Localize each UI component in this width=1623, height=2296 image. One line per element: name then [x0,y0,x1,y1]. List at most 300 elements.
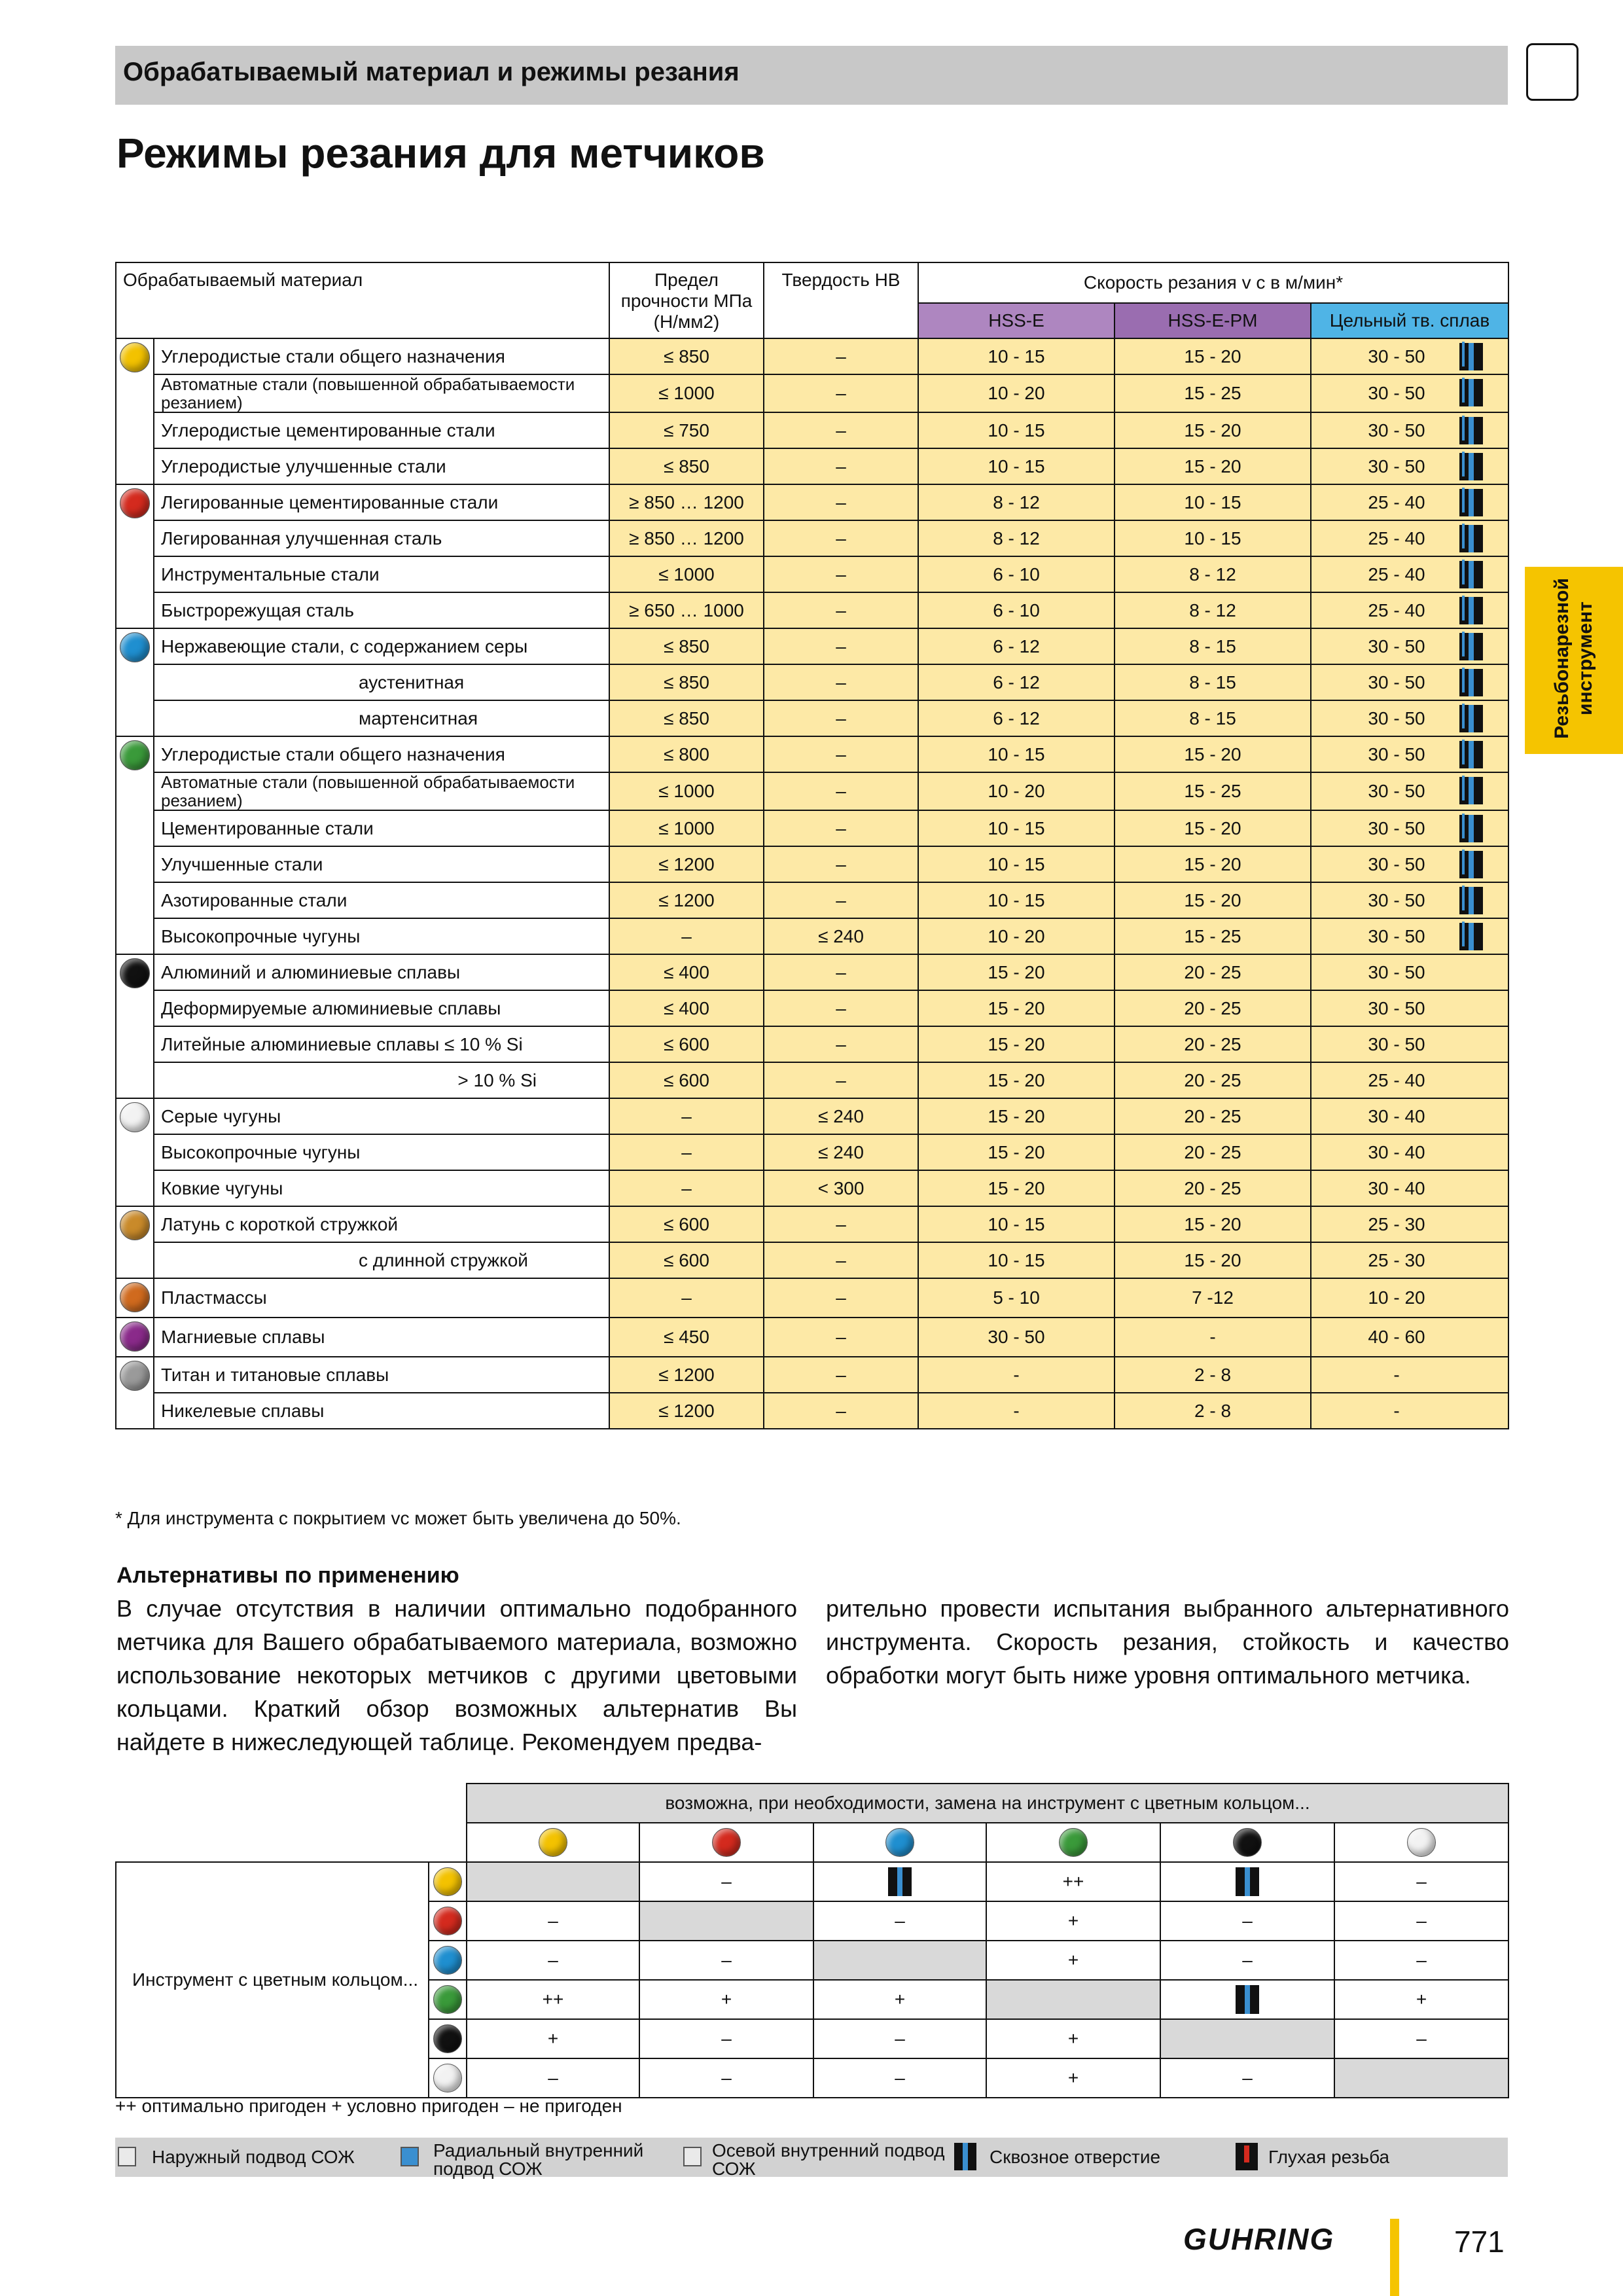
material-name: Высокопрочные чугуны [154,918,609,954]
carbide-speed: 25 - 30 [1368,1249,1425,1270]
hardness-cell: – [764,1393,918,1429]
strength-cell: ≤ 600 [609,1242,764,1278]
suitability-cell: – [639,2019,813,2058]
alt-table-header: возможна, при необходимости, замена на инструмент с цветным кольцом... [467,1784,1508,1823]
hssepm-speed: 10 - 15 [1115,484,1311,520]
carbide-speed: 30 - 50 [1368,456,1425,476]
table-row [116,990,1508,1026]
alt-row-label: Инструмент с цветным кольцом... [116,1862,429,2098]
material-name: Серые чугуны [154,1098,609,1134]
carbide-speed: - [1393,1364,1400,1385]
header-hardness: Твердость НВ [764,262,918,338]
strength-cell: ≤ 400 [609,954,764,990]
color-ring-indicator [116,1098,154,1206]
same-ring-cell [1334,2058,1508,2098]
hardness-cell: – [764,520,918,556]
hssepm-speed: 8 - 15 [1115,700,1311,736]
same-ring-cell [986,1980,1160,2019]
hssepm-speed: 15 - 20 [1115,736,1311,772]
suitability-cell: + [986,1941,1160,1980]
hsse-speed: - [918,1393,1115,1429]
hsse-speed: 6 - 12 [918,628,1115,664]
hsse-speed: 10 - 15 [918,810,1115,846]
hardness-cell: – [764,374,918,412]
section-title: Обрабатываемый материал и режимы резания [123,58,740,86]
hssepm-speed: 15 - 20 [1115,882,1311,918]
external-coolant-icon [118,2147,136,2166]
hardness-cell: – [764,338,918,374]
page-number: 771 [1454,2225,1505,2259]
same-ring-cell [813,1941,986,1980]
through-hole-icon [1459,489,1483,516]
hssepm-speed: - [1115,1318,1311,1357]
table-row [116,1134,1508,1170]
table-row [116,700,1508,736]
hssepm-speed: 15 - 25 [1115,918,1311,954]
hsse-speed: 10 - 15 [918,736,1115,772]
material-name: Углеродистые стали общего назначения [154,338,609,374]
alternatives-paragraph-2: рительно провести испытания выбранного альтернативного инструмента. Скорость резания, стойкость и качество обработки могут быть ниже уровня оптимального метчика. [826,1595,1509,1689]
color-ring-icon [1233,1828,1262,1857]
hssepm-speed: 20 - 25 [1115,1170,1311,1206]
color-ring-indicator [116,1206,154,1278]
table-row [116,918,1508,954]
material-name: Латунь с короткой стружкой [154,1206,609,1242]
hardness-cell: – [764,810,918,846]
strength-cell: ≤ 850 [609,338,764,374]
material-name: Пластмассы [154,1278,609,1318]
hardness-cell: – [764,628,918,664]
side-tab-label: Резьбонарезной инструмент [1551,578,1596,739]
suitability-cell: – [1334,2019,1508,2058]
tap-tool-icon [1526,43,1578,101]
alt-table-row [116,1862,1508,1901]
hsse-speed: 6 - 12 [918,664,1115,700]
table-row [116,1242,1508,1278]
suitability-cell: + [986,2058,1160,2098]
material-name: Автоматные стали (повышенной обрабатываемости резанием) [154,772,609,810]
hardness-cell: – [764,990,918,1026]
hsse-speed: 10 - 15 [918,882,1115,918]
suitability-cell: – [639,2058,813,2098]
hardness-cell: – [764,736,918,772]
hsse-speed: 15 - 20 [918,1098,1115,1134]
strength-cell: ≤ 1200 [609,882,764,918]
hssepm-speed: 20 - 25 [1115,1062,1311,1098]
color-ring-indicator [116,1357,154,1429]
hssepm-speed: 15 - 20 [1115,448,1311,484]
hsse-speed: 10 - 20 [918,772,1115,810]
strength-cell: – [609,1098,764,1134]
material-name: Нержавеющие стали, с содержанием серы [154,628,609,664]
carbide-speed: 25 - 30 [1368,1213,1425,1234]
hardness-cell: – [764,1357,918,1393]
material-name: Деформируемые алюминиевые сплавы [154,990,609,1026]
hardness-cell: – [764,954,918,990]
through-hole-icon [1459,669,1483,696]
legend-through: Сквозное отверстие [990,2147,1161,2167]
carbide-speed: 25 - 40 [1368,528,1425,548]
strength-cell: – [609,1278,764,1318]
hsse-speed: 8 - 12 [918,484,1115,520]
carbide-speed: - [1393,1400,1400,1421]
suitability-cell: – [1334,1862,1508,1901]
carbide-speed: 30 - 50 [1368,744,1425,764]
strength-cell: ≤ 600 [609,1062,764,1098]
suitability-cell: – [467,1901,639,1941]
table-row [116,338,1508,374]
strength-cell: ≤ 1000 [609,556,764,592]
hssepm-speed: 20 - 25 [1115,1098,1311,1134]
hsse-speed: 10 - 15 [918,1206,1115,1242]
strength-cell: ≤ 850 [609,628,764,664]
column-color-ring [986,1823,1160,1862]
hardness-cell: – [764,1062,918,1098]
hssepm-speed: 15 - 20 [1115,338,1311,374]
through-hole-icon [1459,741,1483,768]
footnote: * Для инструмента с покрытием vc может быть увеличена до 50%. [115,1508,681,1528]
brand-logo: GUHRING [1183,2222,1335,2256]
table-row [116,736,1508,772]
through-hole-cell [813,1862,986,1901]
hardness-cell: – [764,700,918,736]
carbide-speed: 30 - 50 [1368,346,1425,367]
header-strength: Предел прочности МПа (Н/мм2) [609,262,764,338]
material-name: Цементированные стали [154,810,609,846]
hssepm-speed: 15 - 20 [1115,810,1311,846]
material-name: Легированная улучшенная сталь [154,520,609,556]
suitability-cell: – [467,1941,639,1980]
color-ring-indicator [116,736,154,954]
table-row [116,484,1508,520]
hardness-cell: – [764,1206,918,1242]
material-name: Литейные алюминиевые сплавы ≤ 10 % Si [154,1026,609,1062]
hsse-speed: 15 - 20 [918,1026,1115,1062]
carbide-speed: 30 - 50 [1368,708,1425,728]
material-name: Инструментальные стали [154,556,609,592]
table-row [116,1357,1508,1393]
hardness-cell: – [764,664,918,700]
table-row [116,628,1508,664]
color-ring-icon [1407,1828,1436,1857]
row-color-ring [429,2058,467,2098]
table-row [116,954,1508,990]
through-hole-icon [1459,815,1483,842]
suitability-cell: – [1334,1901,1508,1941]
material-name: > 10 % Si [154,1062,609,1098]
hssepm-speed: 8 - 12 [1115,556,1311,592]
hssepm-speed: 7 -12 [1115,1278,1311,1318]
through-hole-icon [954,2143,976,2170]
cutting-speed-table [115,262,1509,1429]
table-row [116,1170,1508,1206]
suitability-cell: – [639,1862,813,1901]
suitability-cell: + [986,2019,1160,2058]
table-row [116,520,1508,556]
hssepm-speed: 8 - 12 [1115,592,1311,628]
suitability-cell: ++ [467,1980,639,2019]
radial-coolant-icon [401,2147,419,2166]
table-row [116,1206,1508,1242]
axial-coolant-icon [683,2147,702,2166]
table-row [116,448,1508,484]
hsse-speed: 6 - 10 [918,592,1115,628]
table-row [116,772,1508,810]
material-name: Никелевые сплавы [154,1393,609,1429]
through-hole-icon [1459,887,1483,914]
hardness-cell: – [764,882,918,918]
carbide-speed: 25 - 40 [1368,492,1425,512]
hardness-cell: – [764,1318,918,1357]
hsse-speed: 10 - 15 [918,338,1115,374]
through-hole-cell [1160,1980,1334,2019]
through-hole-icon [1459,923,1483,950]
strength-cell: ≤ 800 [609,736,764,772]
through-hole-icon [1459,525,1483,552]
strength-cell: ≤ 750 [609,412,764,448]
material-name: Улучшенные стали [154,846,609,882]
hardness-cell: – [764,448,918,484]
carbide-speed: 30 - 40 [1368,1177,1425,1198]
through-hole-cell [1160,1862,1334,1901]
carbide-speed: 30 - 50 [1368,889,1425,910]
table-row [116,1393,1508,1429]
hssepm-speed: 15 - 25 [1115,374,1311,412]
legend-blind: Глухая резьба [1268,2147,1390,2167]
strength-cell: ≤ 1200 [609,1357,764,1393]
material-name: Азотированные стали [154,882,609,918]
material-name: аустенитная [154,664,609,700]
carbide-speed: 30 - 50 [1368,817,1425,838]
carbide-speed: 30 - 50 [1368,672,1425,692]
hardness-cell: – [764,1026,918,1062]
hsse-speed: 10 - 15 [918,448,1115,484]
carbide-speed: 30 - 50 [1368,420,1425,440]
color-ring-indicator [116,484,154,628]
hssepm-speed: 20 - 25 [1115,1134,1311,1170]
hsse-speed: 6 - 10 [918,556,1115,592]
through-hole-icon [1459,453,1483,480]
hsse-speed: 15 - 20 [918,954,1115,990]
section-header-bar [115,46,1508,105]
through-hole-icon [1459,561,1483,588]
color-ring-indicator [116,954,154,1098]
strength-cell: ≤ 450 [609,1318,764,1357]
strength-cell: ≤ 1200 [609,846,764,882]
coolant-legend-bar [115,2138,1508,2177]
alternatives-paragraph-1: В случае отсутствия в наличии оптимально подобранного метчика для Вашего обрабатываемого материала, возможно использование некоторых метчиков с другими цветовыми кольцами. Краткий обзор возможных альтернатив Вы найдете в нижеследующей таблице. Рекомендуем предва- [116,1595,797,1755]
suitability-cell: – [467,2058,639,2098]
strength-cell: – [609,1134,764,1170]
hsse-speed: 15 - 20 [918,990,1115,1026]
hsse-speed: 15 - 20 [918,1134,1115,1170]
header-material: Обрабатываемый материал [116,262,609,338]
carbide-speed: 30 - 50 [1368,925,1425,946]
material-name: Титан и титановые сплавы [154,1357,609,1393]
hssepm-speed: 8 - 15 [1115,664,1311,700]
hssepm-speed: 15 - 20 [1115,1206,1311,1242]
carbide-speed: 25 - 40 [1368,1069,1425,1090]
side-tab[interactable] [1525,567,1623,754]
header-hsse: HSS-E [918,303,1115,338]
suitability-cell: – [1334,1941,1508,1980]
hardness-cell: – [764,484,918,520]
suitability-cell: – [1160,1901,1334,1941]
table-row [116,1278,1508,1318]
hsse-speed: - [918,1357,1115,1393]
hardness-cell: – [764,556,918,592]
suitability-cell: ++ [986,1862,1160,1901]
table-row [116,412,1508,448]
color-ring-icon [885,1828,914,1857]
material-name: Магниевые сплавы [154,1318,609,1357]
through-hole-icon [1459,777,1483,804]
strength-cell: – [609,1170,764,1206]
suitability-cell: + [813,1980,986,2019]
hssepm-speed: 15 - 20 [1115,846,1311,882]
hardness-cell: – [764,1242,918,1278]
table-row [116,882,1508,918]
table-row [116,592,1508,628]
hssepm-speed: 20 - 25 [1115,954,1311,990]
suitability-cell: – [813,1901,986,1941]
through-hole-icon [1459,417,1483,444]
table-row [116,1062,1508,1098]
strength-cell: ≤ 850 [609,700,764,736]
color-ring-icon [539,1828,567,1857]
carbide-speed: 30 - 40 [1368,1141,1425,1162]
color-ring-indicator [116,1278,154,1318]
strength-cell: ≥ 850 … 1200 [609,484,764,520]
hssepm-speed: 15 - 20 [1115,412,1311,448]
suitability-cell: – [813,2058,986,2098]
carbide-speed: 10 - 20 [1368,1287,1425,1308]
material-name: Углеродистые стали общего назначения [154,736,609,772]
carbide-speed: 30 - 50 [1368,853,1425,874]
header-carbide: Цельный тв. сплав [1311,303,1508,338]
table-row [116,810,1508,846]
hssepm-speed: 20 - 25 [1115,990,1311,1026]
hsse-speed: 10 - 15 [918,846,1115,882]
strength-cell: ≤ 1000 [609,374,764,412]
through-hole-icon [1459,379,1483,406]
accent-bar [1390,2219,1399,2296]
hsse-speed: 15 - 20 [918,1170,1115,1206]
suitability-legend: ++ оптимально пригоден + условно пригоден – не пригоден [115,2096,622,2116]
material-name: с длинной стружкой [154,1242,609,1278]
header-speed: Скорость резания v c в м/мин* [918,262,1508,303]
carbide-speed: 30 - 50 [1368,781,1425,801]
material-name: Высокопрочные чугуны [154,1134,609,1170]
column-color-ring [1160,1823,1334,1862]
color-ring-icon [712,1828,741,1857]
material-name: Алюминий и алюминиевые сплавы [154,954,609,990]
color-ring-icon [1059,1828,1088,1857]
hssepm-speed: 2 - 8 [1115,1393,1311,1429]
row-color-ring [429,1901,467,1941]
suitability-cell: – [639,1941,813,1980]
suitability-cell: – [1160,2058,1334,2098]
carbide-speed: 30 - 50 [1368,997,1425,1018]
blind-hole-icon [1236,2143,1258,2170]
column-color-ring [1334,1823,1508,1862]
same-ring-cell [1160,2019,1334,2058]
suitability-cell: + [1334,1980,1508,2019]
hardness-cell: – [764,772,918,810]
material-name: мартенситная [154,700,609,736]
through-hole-icon [888,1867,912,1896]
hssepm-speed: 15 - 25 [1115,772,1311,810]
legend-axial: Осевой внутренний подвод СОЖ [712,2140,945,2179]
suitability-cell: + [639,1980,813,2019]
legend-radial: Радиальный внутренний подвод СОЖ [433,2140,644,2179]
hardness-cell: – [764,412,918,448]
strength-cell: ≤ 400 [609,990,764,1026]
hssepm-speed: 8 - 15 [1115,628,1311,664]
color-ring-indicator [116,1318,154,1357]
hsse-speed: 15 - 20 [918,1062,1115,1098]
through-hole-icon [1459,705,1483,732]
table-row [116,556,1508,592]
material-name: Легированные цементированные стали [154,484,609,520]
hsse-speed: 8 - 12 [918,520,1115,556]
strength-cell: ≤ 1000 [609,772,764,810]
row-color-ring [429,1980,467,2019]
row-color-ring [429,2019,467,2058]
material-name: Углеродистые цементированные стали [154,412,609,448]
hsse-speed: 10 - 15 [918,1242,1115,1278]
through-hole-icon [1459,343,1483,370]
hardness-cell: ≤ 240 [764,1098,918,1134]
table-row [116,1098,1508,1134]
material-name: Быстрорежущая сталь [154,592,609,628]
hsse-speed: 10 - 20 [918,918,1115,954]
strength-cell: ≤ 600 [609,1206,764,1242]
hsse-speed: 5 - 10 [918,1278,1115,1318]
strength-cell: ≤ 1000 [609,810,764,846]
hssepm-speed: 20 - 25 [1115,1026,1311,1062]
table-row [116,374,1508,412]
hsse-speed: 30 - 50 [918,1318,1115,1357]
hardness-cell: – [764,592,918,628]
hssepm-speed: 10 - 15 [1115,520,1311,556]
strength-cell: ≥ 650 … 1000 [609,592,764,628]
strength-cell: ≤ 850 [609,664,764,700]
carbide-speed: 30 - 50 [1368,961,1425,982]
suitability-cell: + [467,2019,639,2058]
column-color-ring [467,1823,639,1862]
row-color-ring [429,1941,467,1980]
material-name: Ковкие чугуны [154,1170,609,1206]
legend-external: Наружный подвод СОЖ [152,2147,355,2167]
carbide-speed: 30 - 50 [1368,1033,1425,1054]
suitability-cell: + [986,1901,1160,1941]
through-hole-icon [1459,597,1483,624]
carbide-speed: 30 - 50 [1368,383,1425,403]
color-ring-indicator [116,338,154,484]
carbide-speed: 25 - 40 [1368,600,1425,620]
header-hssepm: HSS-E-PM [1115,303,1311,338]
table-row [116,1318,1508,1357]
through-hole-icon [1236,1867,1259,1896]
hssepm-speed: 2 - 8 [1115,1357,1311,1393]
through-hole-icon [1459,633,1483,660]
suitability-cell: – [1160,1941,1334,1980]
same-ring-cell [639,1901,813,1941]
alternatives-table [115,1783,1509,2098]
strength-cell: ≥ 850 … 1200 [609,520,764,556]
carbide-speed: 25 - 40 [1368,564,1425,584]
